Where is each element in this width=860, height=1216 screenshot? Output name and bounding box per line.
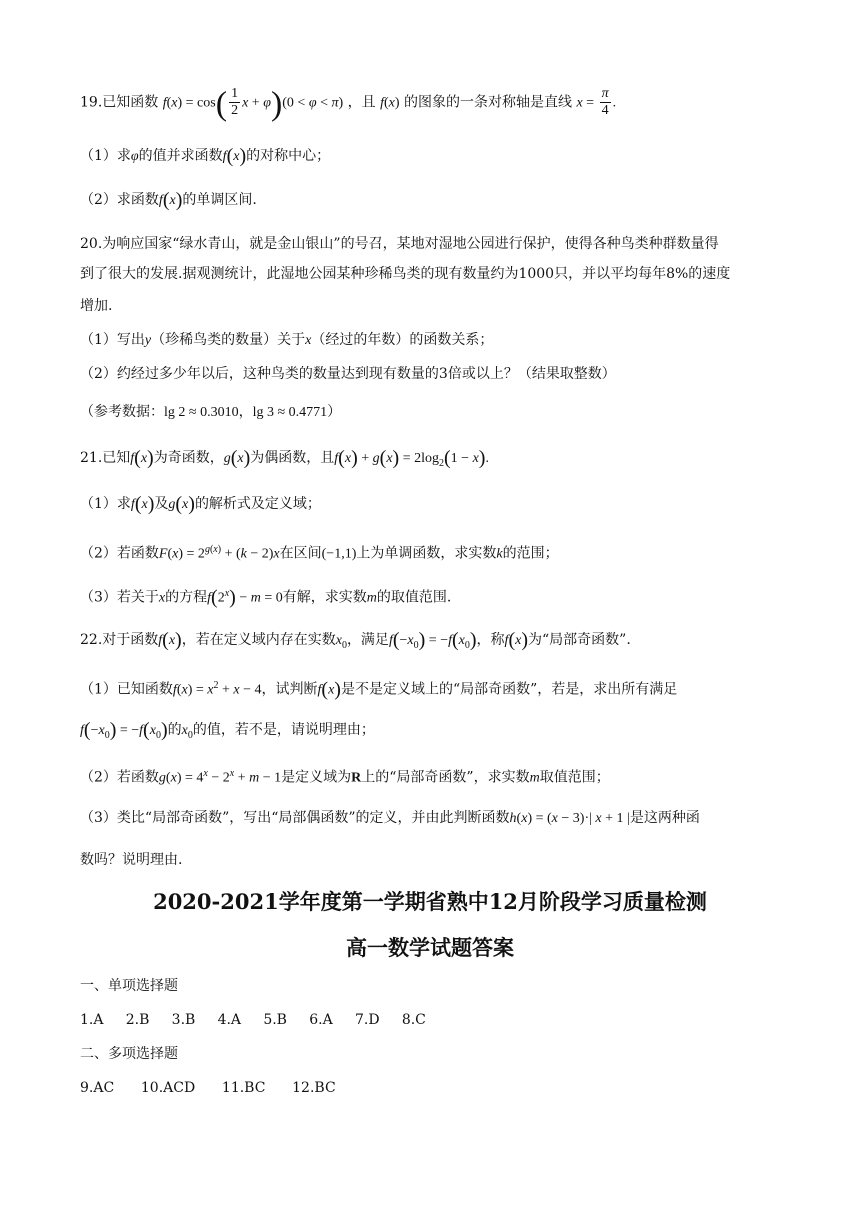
- q22-part3-line2: 数吗？说明理由.: [80, 852, 183, 868]
- answer-item: 10.ACD: [140, 1080, 196, 1096]
- q19-frac-half: $\frac{1}{2}$: [231, 86, 239, 118]
- q19-frac-pi4: $\frac{\pi}{4}$: [601, 86, 609, 118]
- answer-item: 2.B: [125, 1012, 150, 1028]
- answer-item: 3.B: [171, 1012, 196, 1028]
- answer-item: 1.A: [80, 1012, 104, 1028]
- section-single-choice: 一、单项选择题: [80, 978, 178, 994]
- answer-item: 9.AC: [80, 1080, 115, 1096]
- q22-part3-line1: （3）类比“局部奇函数”，写出“局部偶函数”的定义，并由此判断函数h(x) = (x − 3)·| x + 1 |是这两种函: [80, 810, 700, 826]
- answers-title: 2020-2021学年度第一学期省熟中12月阶段学习质量检测: [153, 889, 707, 914]
- q19-part1: （1）求φ的值并求函数f(x)的对称中心；: [80, 145, 331, 167]
- answer-item: 6.A: [309, 1012, 333, 1028]
- q19-formula: f: [162, 95, 167, 111]
- q19-prefix: 19.已知函数: [80, 94, 159, 111]
- q20-line3: 增加.: [80, 298, 113, 314]
- q22-part2: （2）若函数$g(x) = 4^x - 2^x + m - 1$是定义域为R上的“局部奇函数”，求实数m取值范围；: [80, 768, 610, 786]
- q21-part2: （2）若函数$F(x) = 2^{g(x)} + (k - 2)x$在区间(−1,1)上为单调函数，求实数k的范围；: [80, 544, 559, 562]
- answer-item: 8.C: [401, 1012, 426, 1028]
- q21-part3: （3）若关于x的方程$f(2^x) - m = 0$有解，求实数m的取值范围.: [80, 586, 452, 609]
- q20-part2: （2）约经过多少年以后，这种鸟类的数量达到现有数量的3倍或以上？（结果取整数）: [80, 366, 616, 382]
- multiple-choice-answers: [80, 1078, 790, 1098]
- q19-part2: （2）求函数f(x)的单调区间.: [80, 189, 257, 211]
- q20-part1: （1）写出y（珍稀鸟类的数量）关于x（经过的年数）的函数关系；: [80, 332, 494, 348]
- answer-item: 5.B: [263, 1012, 287, 1028]
- q20-line2: 到了很大的发展.据观测统计，此湿地公园某种珍稀鸟类的现有数量约为1000只，并以平均每年8%的速度: [80, 266, 731, 282]
- answer-item: 4.A: [217, 1012, 242, 1028]
- q22-stem: 22.对于函数f(x)，若在定义域内存在实数$x_0$，满足$f(-x_0) = -f(x_0)$，称f(x)为“局部奇函数”.: [80, 629, 631, 651]
- q19-stem: 19.已知函数 f(x) = cos( $\frac{1}{2}$ x + φ)(0 < φ < π) ，且 f(x) 的图象的一条对称轴是直线 x = $\frac{\pi}{4}$ .: [80, 85, 617, 123]
- section-multiple-choice: 二、多项选择题: [80, 1046, 178, 1062]
- answer-item: 7.D: [354, 1012, 380, 1028]
- q22-part1-line1: （1）已知函数$f(x) = x^2 + x - 4$，试判断f(x)是不是定义域上的“局部奇函数”，若是，求出所有满足: [80, 678, 678, 701]
- single-choice-answers: [80, 1010, 790, 1030]
- answer-item: 12.BC: [292, 1080, 336, 1096]
- q22-part1-line2: $f(-x_0) = -f(x_0)$的$x_0$的值，若不是，请说明理由；: [80, 719, 375, 741]
- q20-reference: （参考数据：lg 2 ≈ 0.3010，lg 3 ≈ 0.4771）: [80, 404, 342, 420]
- answer-item: 11.BC: [221, 1080, 266, 1096]
- q21-part1: （1）求f(x)及g(x)的解析式及定义域；: [80, 493, 321, 515]
- q21-stem: 21.已知f(x)为奇函数，g(x)为偶函数，且$f(x) + g(x) = 2\log_2(1 - x)$.: [80, 447, 489, 469]
- q20-line1: 20.为响应国家“绿水青山，就是金山银山”的号召，某地对湿地公园进行保护，使得各种鸟类种群数量得: [80, 236, 719, 252]
- answers-subtitle: 高一数学试题答案: [346, 935, 514, 960]
